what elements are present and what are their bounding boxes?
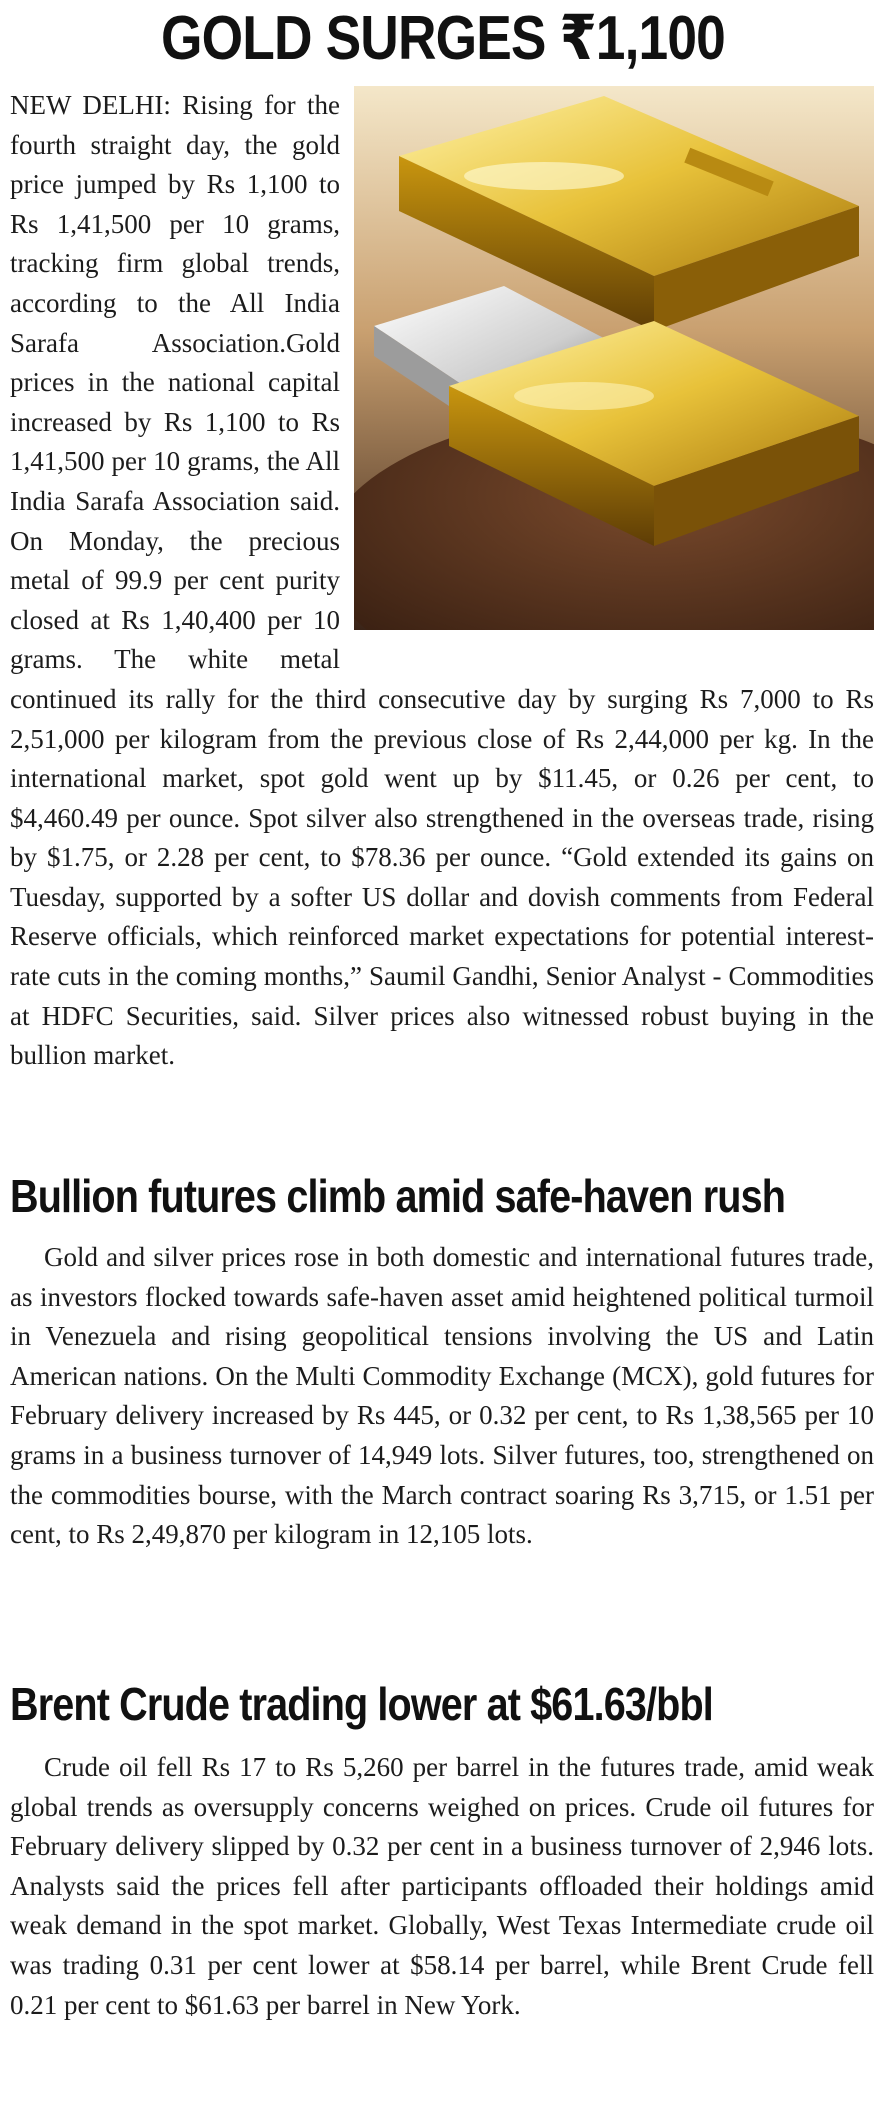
bullion-subhead: Bullion futures climb amid safe-haven rush [10, 1170, 786, 1222]
crude-story-text: Crude oil fell Rs 17 to Rs 5,260 per barrel in the futures trade, amid weak global trends as oversupply concerns weighed on prices. Crude oil futures for February delivery slipped by 0.32 per cent in a business turnover of 2,946 lots. Analysts said the prices fell after participants offloaded their holdings amid weak demand in the spot market. Globally, West Texas Intermediate crude oil was trading 0.31 per cent lower at $58.14 per barrel, while Brent Crude fell 0.21 per cent to $61.63 per barrel in New York. [10, 1752, 874, 2020]
gold-bars-photo [354, 86, 874, 630]
lead-story [10, 86, 874, 1076]
bullion-story-text: Gold and silver prices rose in both domestic and international futures trade, as investors flocked towards safe-haven asset amid heightened political turmoil in Venezuela and rising geopolitical tensions involving the US and Latin American nations. On the Multi Commodity Exchange (MCX), gold futures for February delivery increased by Rs 445, or 0.32 per cent, to Rs 1,38,565 per 10 grams in a business turnover of 14,949 lots. Silver futures, too, strengthened on the commodities bourse, with the March contract soaring Rs 3,715, or 1.51 per cent, to Rs 2,49,870 per kilogram in 12,105 lots. [10, 1242, 874, 1550]
headline: GOLD SURGES ₹1,100 [161, 4, 725, 73]
lead-story-text: NEW DELHI: Rising for the fourth straight day, the gold price jumped by Rs 1,100 to Rs 1,41,500 per 10 grams, tracking firm global trends, according to the All India Sarafa Association.Gold prices in the national capital increased by Rs 1,100 to Rs 1,41,500 per 10 grams, the All India Sarafa Association said. On Monday, the precious metal of 99.9 per cent purity closed at Rs 1,40,400 per 10 grams. The white metal continued its rally for the third consecutive day by surging Rs 7,000 to Rs 2,51,000 per kilogram from the previous close of Rs 2,44,000 per kg. In the international market, spot gold went up by $11.45, or 0.26 per cent, to $4,460.49 per ounce. Spot silver also strengthened in the overseas trade, rising by $1.75, or 2.28 per cent, to $78.36 per ounce. “Gold extended its gains on Tuesday, supported by a softer US dollar and dovish comments from Federal Reserve officials, which reinforced market expectations for potential interest-rate cuts in the coming months,” Saumil Gandhi, Senior Analyst - Commodities at HDFC Securities, said. Silver prices also witnessed robust buying in the bullion market. [10, 90, 874, 1071]
crude-subhead: Brent Crude trading lower at $61.63/bbl [10, 1678, 713, 1730]
